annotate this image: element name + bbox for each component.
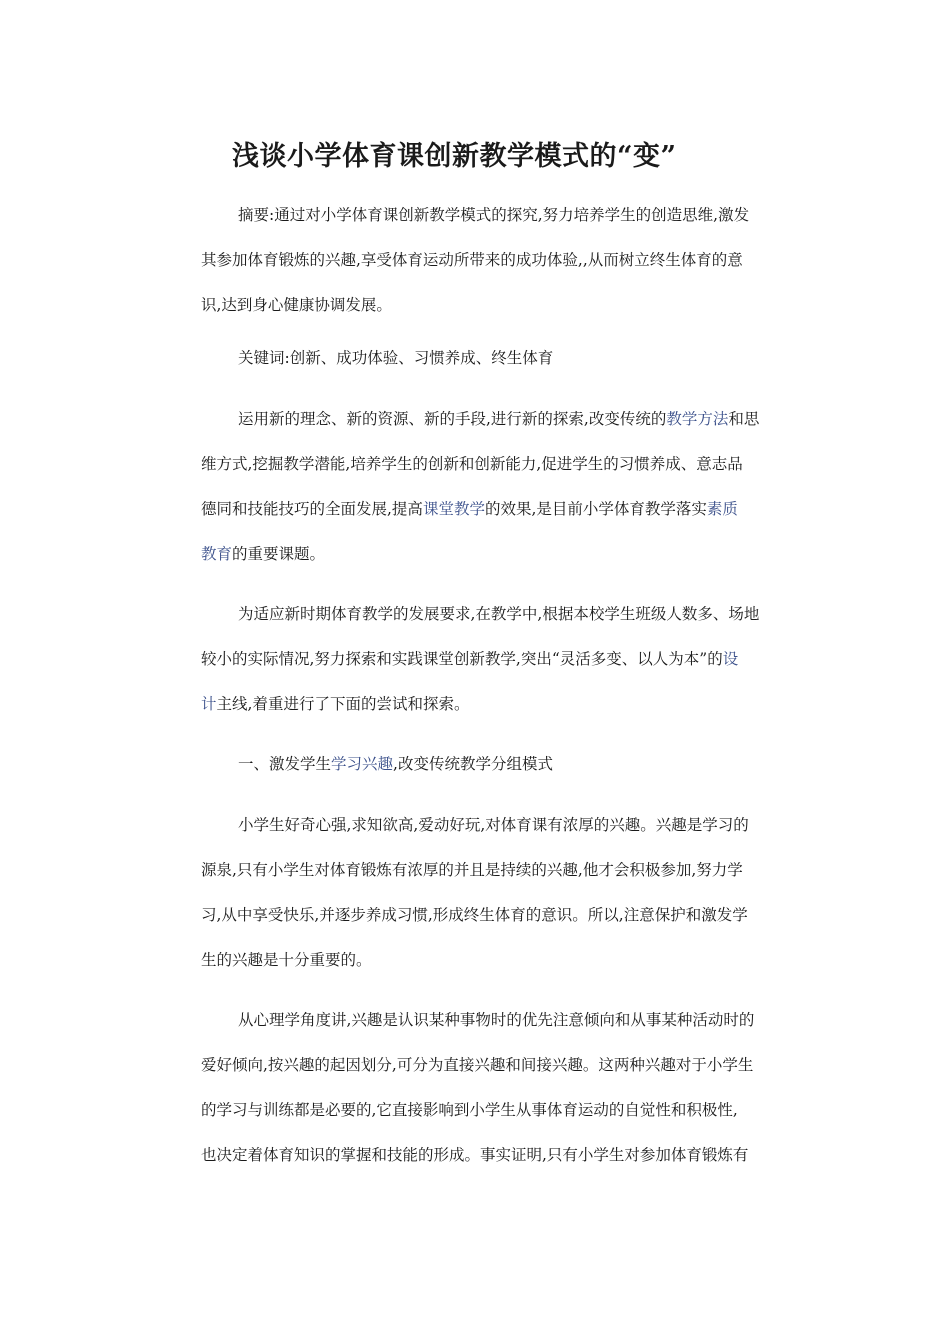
- para1-text: 德同和技能技巧的全面发展,提高: [201, 500, 423, 518]
- link-quality-education-part2[interactable]: 教育: [201, 545, 233, 563]
- para2-line-2: [201, 637, 809, 682]
- para2-line-1: 为适应新时期体育教学的发展要求,在教学中,根据本校学生班级人数多、场地: [238, 605, 760, 623]
- para3-line-3: 习,从中享受快乐,并逐步养成习惯,形成终生体育的意识。所以,注意保护和激发学: [201, 906, 748, 924]
- link-quality-education-part1[interactable]: 素质: [706, 500, 738, 518]
- abstract-paragraph: [201, 193, 809, 328]
- body-paragraph-3: [201, 803, 809, 983]
- para4-line-2: 爱好倾向,按兴趣的起因划分,可分为直接兴趣和间接兴趣。这两种兴趣对于小学生: [201, 1056, 754, 1074]
- para1-line-3: [201, 487, 809, 532]
- body-paragraph-2: [201, 592, 809, 727]
- abstract-line-1: 摘要:通过对小学体育课创新教学模式的探究,努力培养学生的创造思维,激发: [238, 206, 750, 224]
- abstract-line-2: 其参加体育锻炼的兴趣,享受体育运动所带来的成功体验,,从而树立终生体育的意: [201, 251, 743, 269]
- heading1-text: 一、激发学生: [238, 755, 332, 773]
- keywords-paragraph: [201, 336, 809, 381]
- para1-text: 运用新的理念、新的资源、新的手段,进行新的探索,改变传统的: [238, 410, 667, 428]
- keywords-line: 关键词:创新、成功体验、习惯养成、终生体育: [238, 349, 554, 367]
- para3-line-1: 小学生好奇心强,求知欲高,爱动好玩,对体育课有浓厚的兴趣。兴趣是学习的: [238, 816, 749, 834]
- para4-line-4: 也决定着体育知识的掌握和技能的形成。事实证明,只有小学生对参加体育锻炼有: [201, 1146, 749, 1164]
- para1-text: 和思: [728, 410, 760, 428]
- heading1-text: ,改变传统教学分组模式: [393, 755, 553, 773]
- para3-line-2: 源泉,只有小学生对体育锻炼有浓厚的并且是持续的兴趣,他才会积极参加,努力学: [201, 861, 743, 879]
- para1-line-2: 维方式,挖掘教学潜能,培养学生的创新和创新能力,促进学生的习惯养成、意志品: [201, 455, 743, 473]
- para1-line-1: [201, 397, 809, 442]
- para2-line-3: [201, 682, 809, 727]
- link-classroom-teaching[interactable]: 课堂教学: [422, 500, 485, 518]
- body-paragraph-1: [201, 397, 809, 577]
- para1-text: 的重要课题。: [232, 545, 326, 563]
- para4-line-1: 从心理学角度讲,兴趣是认识某种事物时的优先注意倾向和从事某种活动时的: [238, 1011, 755, 1029]
- link-learning-interest[interactable]: 学习兴趣: [331, 755, 394, 773]
- link-design-part1[interactable]: 设: [722, 650, 739, 668]
- heading1-line: [201, 742, 809, 787]
- body-paragraph-4: [201, 998, 809, 1178]
- para1-line-4: [201, 532, 809, 577]
- abstract-line-3: 识,达到身心健康协调发展。: [201, 296, 392, 314]
- para2-text: 较小的实际情况,努力探索和实践课堂创新教学,突出“灵活多变、以人为本”的: [201, 650, 723, 668]
- para2-text: 主线,着重进行了下面的尝试和探索。: [216, 695, 470, 713]
- para4-line-3: 的学习与训练都是必要的,它直接影响到小学生从事体育运动的自觉性和积极性,: [201, 1101, 738, 1119]
- document-title: 浅谈小学体育课创新教学模式的“变”: [232, 141, 677, 172]
- para3-line-4: 生的兴趣是十分重要的。: [201, 951, 372, 969]
- para1-text: 的效果,是目前小学体育教学落实: [484, 500, 707, 518]
- section-heading-1: [201, 742, 809, 787]
- link-teaching-method[interactable]: 教学方法: [666, 410, 729, 428]
- link-design-part2[interactable]: 计: [201, 695, 217, 713]
